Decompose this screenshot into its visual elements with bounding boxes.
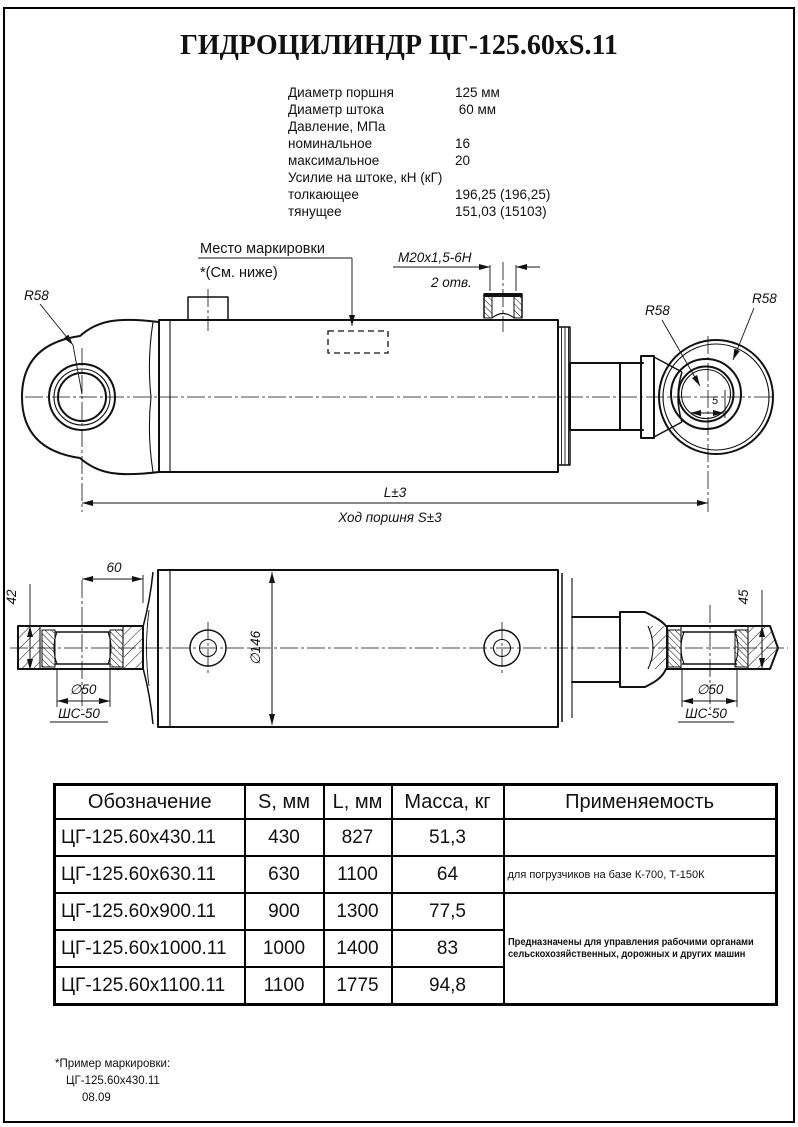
dia50-left-label: ∅50 xyxy=(69,682,97,697)
rod-section2 xyxy=(620,363,643,430)
bearing-race xyxy=(668,630,681,667)
cell-application: для погрузчиков на базе К-700, Т-150К xyxy=(504,856,777,893)
marking-example-date: 08.09 xyxy=(82,1092,111,1105)
dia146-label: ∅146 xyxy=(248,630,263,666)
marking-note-line2: *(См. ниже) xyxy=(200,265,278,281)
cylinder-body-top xyxy=(158,570,558,727)
r58-label-right1: R58 xyxy=(645,303,670,318)
cell-stroke: 1100 xyxy=(245,967,324,1005)
cell-length: 827 xyxy=(324,819,392,856)
col-header-application: Применяемость xyxy=(504,785,777,820)
table-header-row xyxy=(55,785,777,820)
cell-designation: ЦГ-125.60х430.11 xyxy=(55,819,245,856)
right-eye-bore-inner xyxy=(682,370,731,419)
variants-table xyxy=(53,783,778,1006)
r58-leader-left xyxy=(40,304,73,345)
cell-mass: 94,8 xyxy=(392,967,504,1005)
cell-stroke: 430 xyxy=(245,819,324,856)
spec-row xyxy=(288,135,550,152)
spec-value: 60 мм xyxy=(455,102,497,117)
marking-example xyxy=(55,1056,170,1108)
r58-label-left: R58 xyxy=(24,288,49,303)
application-text-line1: Предназначены для управления рабочими органами xyxy=(507,936,754,948)
cell-length: 1300 xyxy=(324,893,392,930)
spec-label: Диаметр поршня xyxy=(288,85,394,100)
col-header-mass: Масса, кг xyxy=(392,785,504,820)
col-header-designation: Обозначение xyxy=(55,785,245,820)
thread-wall-left xyxy=(484,296,492,318)
spec-label: Диаметр штока xyxy=(288,102,385,117)
spec-value: 196,25 (196,25) xyxy=(455,187,551,202)
bearing-race xyxy=(42,630,55,667)
spec-value: 151,03 (15103) xyxy=(455,204,547,219)
cell-designation: ЦГ-125.60х630.11 xyxy=(55,856,245,893)
marking-zone xyxy=(328,331,388,353)
cylinder-body xyxy=(159,320,558,472)
dim42-label: 42 xyxy=(4,589,19,605)
application-text-line2: сельскохозяйственных, дорожных и других машин xyxy=(507,948,745,960)
spec-row xyxy=(288,118,550,135)
dim45-label: 45 xyxy=(736,589,751,605)
bearing-right-label: ШС-50 xyxy=(685,706,727,721)
spec-row xyxy=(288,186,550,203)
spec-label: максимальное xyxy=(288,153,380,168)
bore-offset-label: 5 xyxy=(712,395,719,407)
length-dim-label: L±3 xyxy=(383,485,407,500)
page-title: ГИДРОЦИЛИНДР ЦГ-125.60хS.11 xyxy=(180,30,618,61)
table-row xyxy=(55,819,777,856)
cell-designation: ЦГ-125.60х1100.11 xyxy=(55,967,245,1005)
table-row xyxy=(55,856,777,893)
bearing-race xyxy=(735,630,748,667)
thread-spec-label: M20x1,5-6H xyxy=(398,250,472,265)
spec-value: 16 xyxy=(455,136,471,151)
spec-label: Усилие на штоке, кН (кГ) xyxy=(288,170,443,185)
r58-label-right2: R58 xyxy=(752,291,777,306)
col-header-stroke: S, мм xyxy=(245,785,324,820)
spec-label: тянущее xyxy=(288,204,342,219)
spec-row xyxy=(288,152,550,169)
cylinder-drawing xyxy=(0,230,798,760)
spec-row xyxy=(288,84,550,101)
spec-value: 20 xyxy=(455,153,471,168)
holes-count-label: 2 отв. xyxy=(431,275,472,290)
spec-label: толкающее xyxy=(288,187,359,202)
piston-rod xyxy=(570,363,620,430)
cell-stroke: 630 xyxy=(245,856,324,893)
cell-length: 1400 xyxy=(324,930,392,967)
marking-example-title: *Пример маркировки: xyxy=(55,1058,171,1070)
spec-row xyxy=(288,169,550,186)
stroke-dim-label: Ход поршня S±3 xyxy=(338,510,442,525)
thread-wall-right xyxy=(514,296,522,318)
table-row xyxy=(55,893,777,930)
bearing-race xyxy=(110,630,123,667)
spec-row xyxy=(288,203,550,220)
cell-stroke: 1000 xyxy=(245,930,324,967)
cell-application xyxy=(504,819,777,856)
cell-designation: ЦГ-125.60х1000.11 xyxy=(55,930,245,967)
cell-application-merged xyxy=(504,893,777,1005)
dia50-right-label: ∅50 xyxy=(696,682,724,697)
cell-mass: 77,5 xyxy=(392,893,504,930)
cell-mass: 83 xyxy=(392,930,504,967)
top-view xyxy=(4,560,788,727)
cell-designation: ЦГ-125.60х900.11 xyxy=(55,893,245,930)
spec-label: Давление, МПа xyxy=(288,119,386,134)
cell-length: 1775 xyxy=(324,967,392,1005)
cell-stroke: 900 xyxy=(245,893,324,930)
spec-row xyxy=(288,101,550,118)
rod-top-view xyxy=(572,612,666,687)
left-lug-wall-inner xyxy=(124,627,142,668)
bearing-left-label: ШС-50 xyxy=(58,706,100,721)
side-view xyxy=(22,241,777,525)
marking-note-line1: Место маркировки xyxy=(200,241,325,257)
spec-label: номинальное xyxy=(288,136,373,151)
col-header-length: L, мм xyxy=(324,785,392,820)
spec-list xyxy=(288,84,550,220)
spec-value: 125 мм xyxy=(455,85,500,100)
marking-example-code: ЦГ-125.60х430.11 xyxy=(66,1075,160,1088)
cell-mass: 64 xyxy=(392,856,504,893)
cell-length: 1100 xyxy=(324,856,392,893)
dim60-label: 60 xyxy=(106,560,122,575)
cell-mass: 51,3 xyxy=(392,819,504,856)
